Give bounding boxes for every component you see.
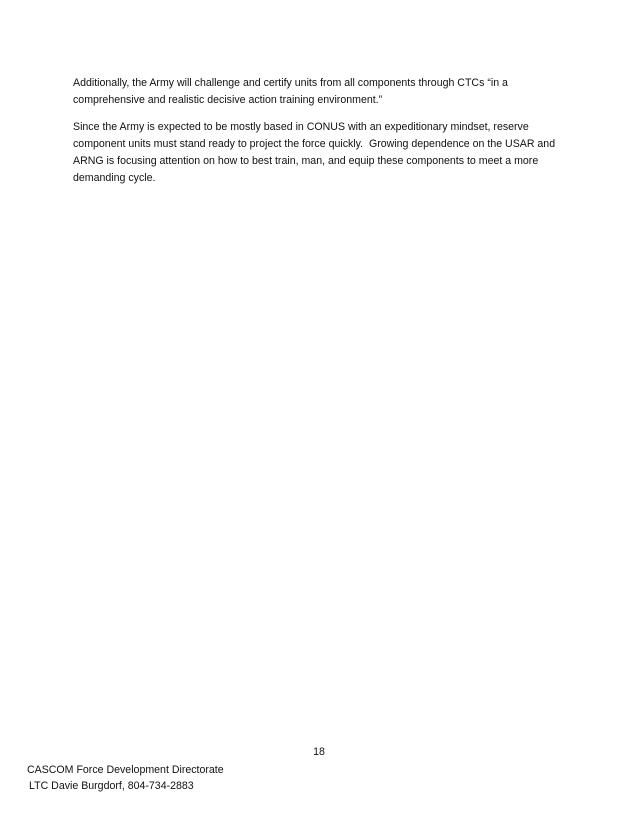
- paragraph-ctc-certification: Additionally, the Army will challenge and certify units from all components through CTCs “in a comprehensive and realistic decisive action training environment.”: [73, 77, 508, 106]
- paragraph-reserve-component: Since the Army is expected to be mostly based in CONUS with an expeditionary mindset, reserve component units must stand ready to project the force quickly. Growing dependence on the USAR and ARNG is focusing attention on how to best train, man, and equip these components to meet a more demanding cycle.: [73, 121, 558, 184]
- page-footer: [27, 762, 224, 794]
- footer-contact: LTC Davie Burgdorf, 804-734-2883: [29, 780, 194, 792]
- page-number: 18: [313, 746, 325, 758]
- footer-organization: CASCOM Force Development Directorate: [27, 764, 224, 776]
- document-body: [73, 75, 568, 197]
